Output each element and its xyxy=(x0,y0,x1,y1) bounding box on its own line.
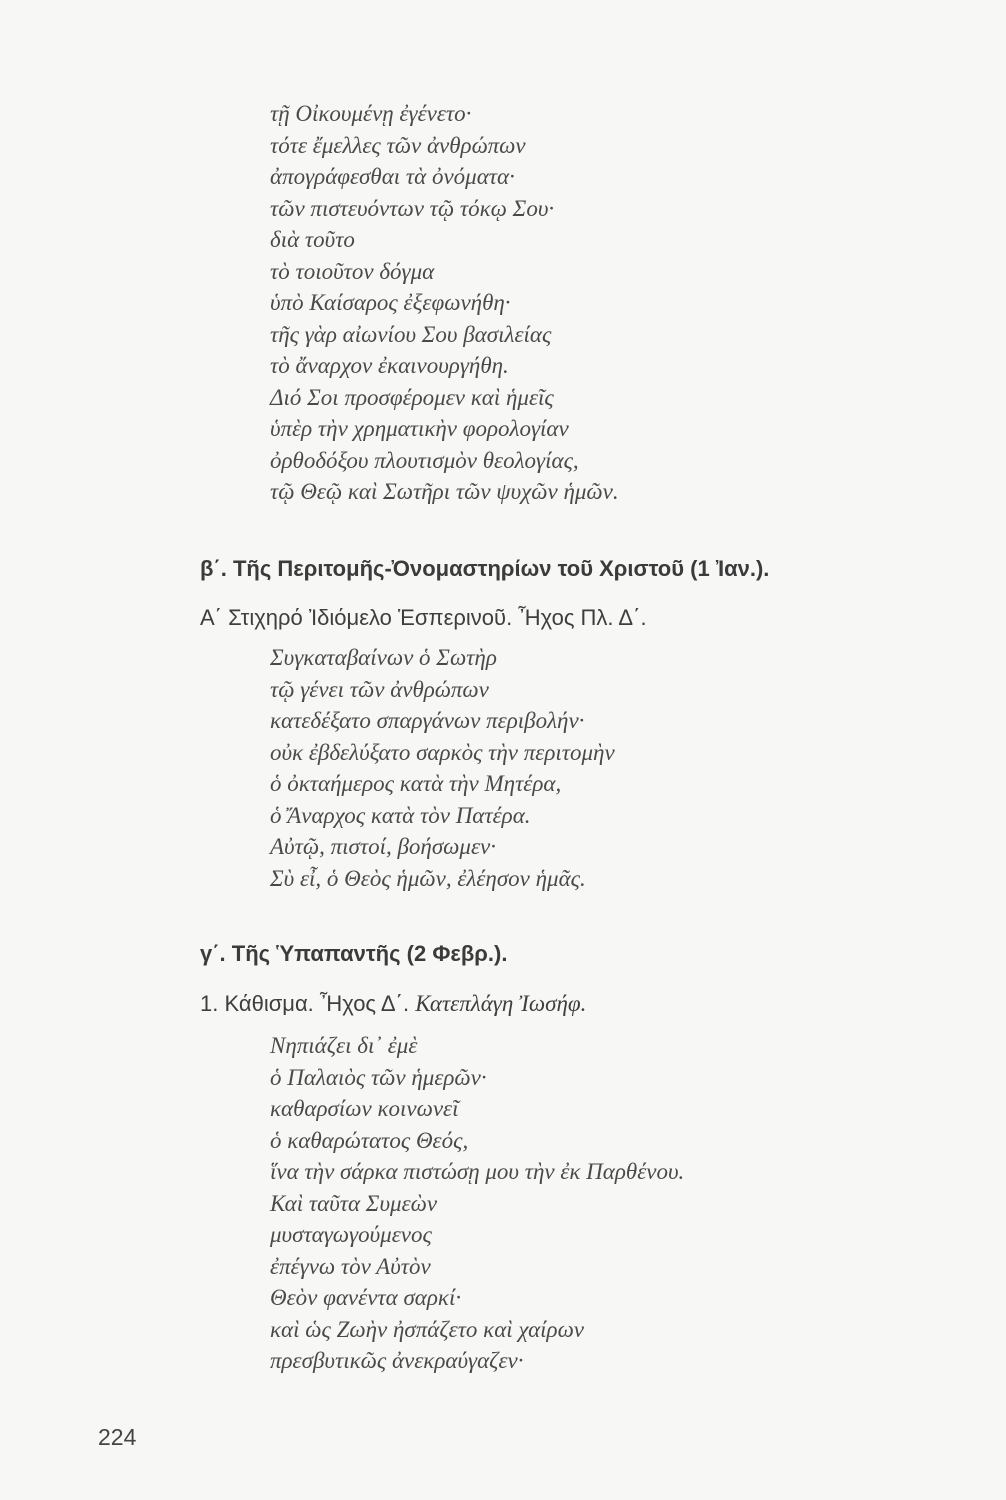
verse-line: Καὶ ταῦτα Συμεὼν xyxy=(270,1190,438,1216)
verse-block-c xyxy=(270,1030,684,1377)
verse-line: ἀπογράφεσθαι τὰ ὀνόματα· xyxy=(270,164,515,189)
verse-line: κατεδέξατο σπαργάνων περιβολήν· xyxy=(270,708,585,733)
verse-line: Συγκαταβαίνων ὁ Σωτὴρ xyxy=(270,645,497,670)
verse-line: ὁ Παλαιὸς τῶν ἡμερῶν· xyxy=(270,1064,487,1090)
verse-line: καθαρσίων κοινωνεῖ xyxy=(270,1096,459,1121)
verse-line: τὸ ἄναρχον ἐκαινουργήθη. xyxy=(270,353,509,378)
verse-line: Νηπιάζει δι᾿ ἐμὲ xyxy=(270,1033,418,1058)
verse-line: ὁ Ἄναρχος κατὰ τὸν Πατέρα. xyxy=(270,802,531,828)
verse-line: οὐκ ἐβδελύξατο σαρκὸς τὴν περιτομὴν xyxy=(270,739,615,765)
verse-line: μυσταγωγούμενος xyxy=(270,1222,432,1247)
verse-line: τῷ Θεῷ καὶ Σωτῆρι τῶν ψυχῶν ἡμῶν. xyxy=(270,479,619,504)
verse-line: ἐπέγνω τὸν Αὐτὸν xyxy=(270,1253,431,1279)
section-subheading-c xyxy=(200,991,586,1017)
verse-line: Αὐτῷ, πιστοί, βοήσωμεν· xyxy=(270,834,496,859)
verse-line: τῆς γὰρ αἰωνίου Σου βασιλείας xyxy=(270,321,552,347)
verse-line: τότε ἔμελλες τῶν ἀνθρώπων xyxy=(270,132,526,158)
section-heading-c: γ΄. Τῆς Ὑπαπαντῆς (2 Φεβρ.). xyxy=(200,941,508,966)
verse-line: ὀρθοδόξου πλουτισμὸν θεολογίας, xyxy=(270,447,579,473)
verse-line: Διό Σοι προσφέρομεν καὶ ἡμεῖς xyxy=(270,384,554,410)
verse-line: ὑπὲρ τὴν χρηματικὴν φορολογίαν xyxy=(270,416,569,441)
verse-line: πρεσβυτικῶς ἀνεκραύγαζεν· xyxy=(270,1348,524,1373)
verse-line: τὸ τοιοῦτον δόγμα xyxy=(270,258,435,284)
verse-line: ὁ καθαρώτατος Θεός, xyxy=(270,1127,469,1153)
verse-block-b xyxy=(270,642,615,894)
verse-line: Σὺ εἶ, ὁ Θεὸς ἡμῶν, ἐλέησον ἡμᾶς. xyxy=(270,865,586,891)
section-heading-b: β΄. Τῆς Περιτομῆς-Ὀνομαστηρίων τοῦ Χριστοῦ (1 Ἰαν.). xyxy=(200,556,770,581)
page-number: 224 xyxy=(98,1424,137,1450)
verse-line: τῷ γένει τῶν ἀνθρώπων xyxy=(270,676,489,702)
verse-line: τῶν πιστευόντων τῷ τόκῳ Σου· xyxy=(270,195,555,221)
verse-line: ὁ ὀκταήμερος κατὰ τὴν Μητέρα, xyxy=(270,771,562,796)
verse-line: Θεὸν φανέντα σαρκί· xyxy=(270,1285,462,1310)
subheading-italic: Κατεπλάγη Ἰωσήφ. xyxy=(415,991,587,1016)
verse-block-a xyxy=(270,98,619,508)
section-subheading-b: Α΄ Στιχηρό Ἰδιόμελο Ἑσπερινοῦ. Ἦχος Πλ. Δ΄. xyxy=(200,605,647,630)
verse-line: διὰ τοῦτο xyxy=(270,227,355,252)
verse-line: καὶ ὡς Ζωὴν ἠσπάζετο καὶ χαίρων xyxy=(270,1316,585,1342)
verse-line: ὑπὸ Καίσαρος ἐξεφωνήθη· xyxy=(270,290,511,315)
verse-line: ἵνα τὴν σάρκα πιστώσῃ μου τὴν ἐκ Παρθένου. xyxy=(270,1159,685,1184)
verse-line: τῇ Οἰκουμένῃ ἐγένετο· xyxy=(270,101,472,126)
subheading-plain: 1. Κάθισμα. Ἦχος Δ΄. xyxy=(200,991,410,1016)
